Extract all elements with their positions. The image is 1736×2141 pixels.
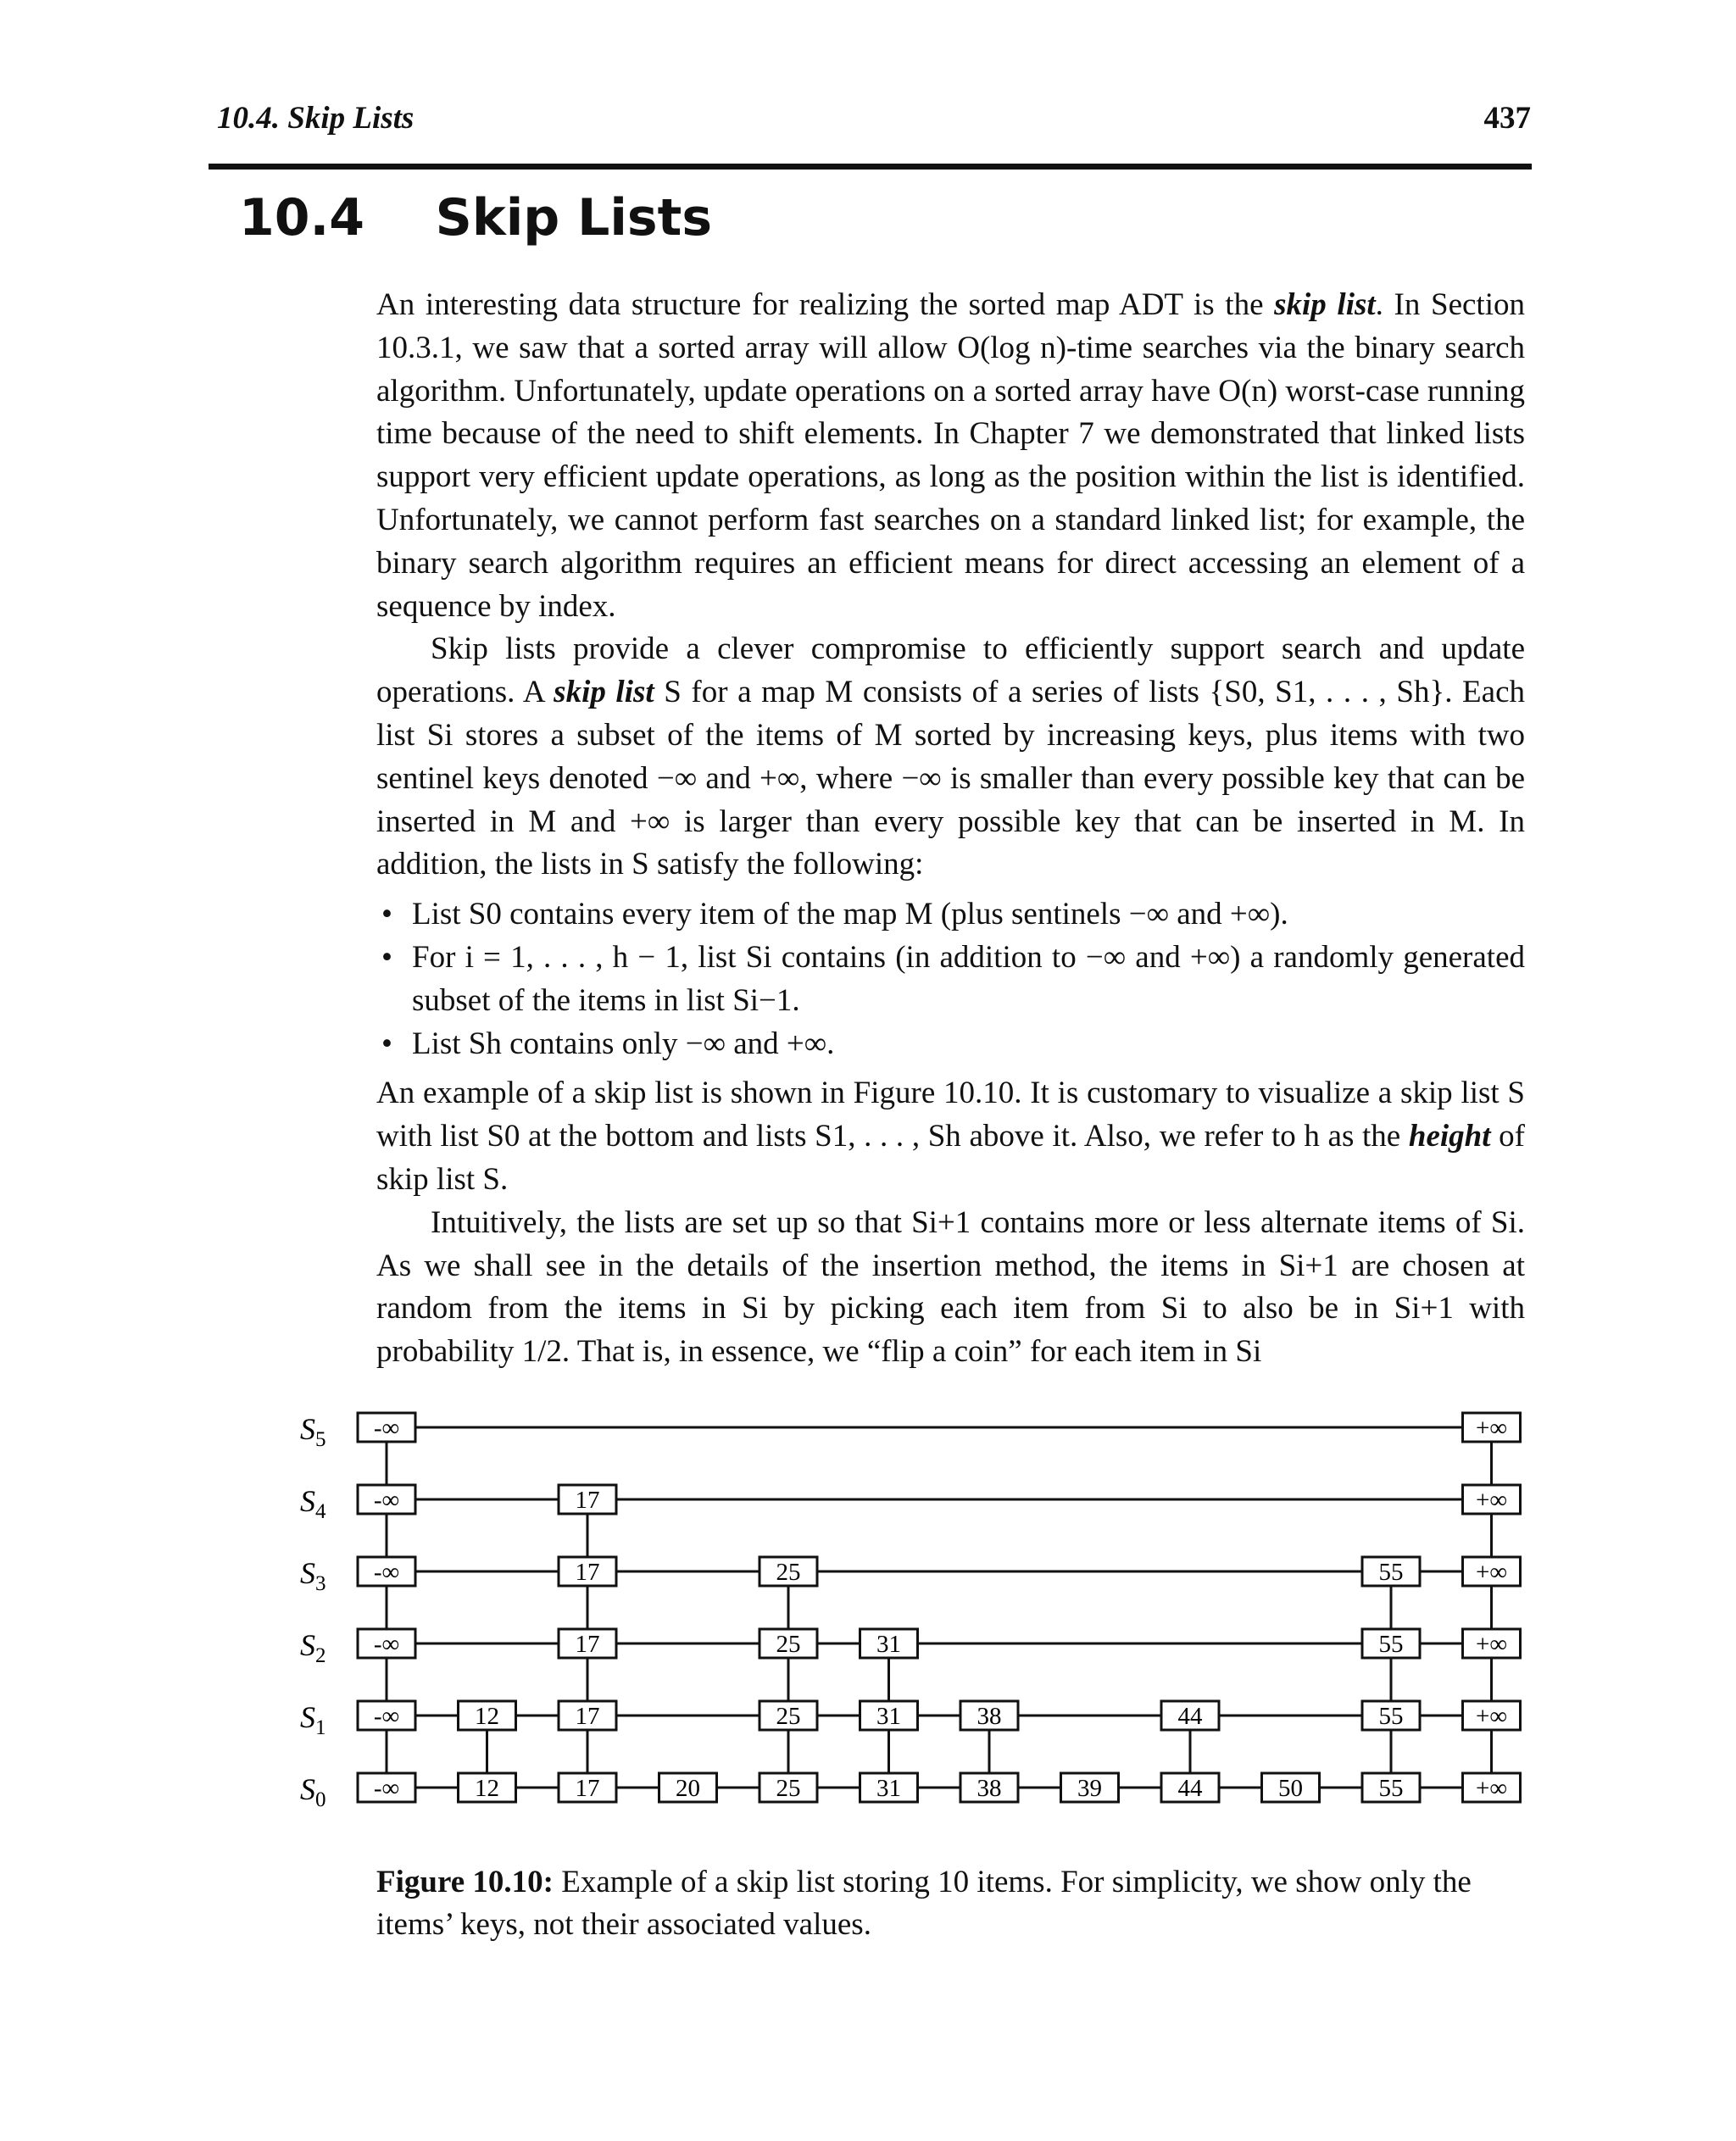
node-key: 55 bbox=[1378, 1703, 1404, 1730]
node-key: 17 bbox=[575, 1703, 600, 1730]
skip-node bbox=[559, 1701, 616, 1730]
section-number: 10.4 bbox=[239, 188, 365, 247]
bullet-icon: • bbox=[381, 1026, 392, 1061]
term-skip-list: skip list bbox=[1274, 287, 1376, 322]
skip-node bbox=[1463, 1701, 1521, 1730]
skip-node bbox=[1362, 1629, 1420, 1658]
skip-node bbox=[1061, 1773, 1119, 1802]
figure-caption bbox=[376, 1861, 1525, 1946]
paragraph-3-text-a: An example of a skip list is shown in Figure 10.10. It is customary to visualize a skip list S with list S0 at the bottom and lists S1, . . . , Sh above it. Also, we refer to h as the bbox=[376, 1076, 1525, 1154]
node-key: 17 bbox=[575, 1775, 600, 1802]
skip-node bbox=[358, 1413, 415, 1442]
list-item-text: For i = 1, . . . , h − 1, list Si contains (in addition to −∞ and +∞) a randomly generated subset of the items in list Si−1. bbox=[412, 939, 1525, 1018]
skip-node bbox=[459, 1773, 516, 1802]
running-head bbox=[217, 100, 1531, 142]
term-skip-list-2: skip list bbox=[554, 675, 654, 710]
node-key: 25 bbox=[776, 1775, 801, 1802]
skip-node bbox=[960, 1701, 1018, 1730]
paragraph-2 bbox=[376, 628, 1525, 887]
node-key: 17 bbox=[575, 1631, 600, 1658]
running-head-title: 10.4. Skip Lists bbox=[217, 101, 415, 136]
node-key: 25 bbox=[776, 1703, 801, 1730]
node-key: 55 bbox=[1378, 1775, 1404, 1802]
skip-node bbox=[1463, 1773, 1521, 1802]
skip-node bbox=[1362, 1773, 1420, 1802]
node-key: -∞ bbox=[373, 1703, 400, 1730]
node-key: 31 bbox=[876, 1775, 901, 1802]
page-number: 437 bbox=[1483, 101, 1531, 136]
paragraph-1-text-a: An interesting data structure for realizing the sorted map ADT is the bbox=[376, 287, 1275, 322]
section-title: Skip Lists bbox=[435, 188, 713, 247]
skip-node bbox=[358, 1773, 415, 1802]
skip-node bbox=[760, 1629, 817, 1658]
level-label: $S_1$ bbox=[300, 1700, 326, 1739]
section-heading bbox=[239, 188, 712, 247]
list-item-text: List S0 contains every item of the map M (plus sentinels −∞ and +∞). bbox=[412, 897, 1288, 932]
node-key: 50 bbox=[1278, 1775, 1303, 1802]
node-key: -∞ bbox=[373, 1487, 400, 1514]
node-key: 55 bbox=[1378, 1631, 1404, 1658]
skip-node bbox=[960, 1773, 1018, 1802]
node-key: 38 bbox=[976, 1775, 1002, 1802]
skip-node bbox=[459, 1701, 516, 1730]
skip-node bbox=[860, 1773, 918, 1802]
level-label: $S_3$ bbox=[300, 1556, 326, 1595]
node-key: -∞ bbox=[373, 1775, 400, 1802]
skip-node bbox=[559, 1773, 616, 1802]
skip-node bbox=[1362, 1701, 1420, 1730]
skip-list-figure bbox=[288, 1397, 1543, 1821]
paragraph-2-text-a: Skip lists provide a clever compromise to efficiently support search and update operations. A bbox=[376, 631, 1525, 710]
skip-node bbox=[559, 1557, 616, 1586]
level-label: $S_2$ bbox=[300, 1628, 326, 1667]
skip-node bbox=[659, 1773, 717, 1802]
list-item bbox=[381, 937, 1525, 1023]
node-key: -∞ bbox=[373, 1631, 400, 1658]
list-item-text: List Sh contains only −∞ and +∞. bbox=[412, 1026, 835, 1061]
list-item bbox=[381, 893, 1525, 937]
node-key: 20 bbox=[676, 1775, 700, 1802]
node-key: -∞ bbox=[373, 1559, 400, 1586]
node-key: -∞ bbox=[373, 1415, 400, 1442]
skip-node bbox=[760, 1557, 817, 1586]
skip-node bbox=[760, 1701, 817, 1730]
paragraph-3-text-c: of skip list S. bbox=[376, 1119, 1525, 1197]
property-list bbox=[376, 893, 1525, 1065]
skip-node bbox=[1161, 1701, 1219, 1730]
caption-label: Figure 10.10: bbox=[376, 1865, 554, 1899]
level-label: $S_4$ bbox=[300, 1484, 326, 1523]
skip-node bbox=[559, 1629, 616, 1658]
skip-node bbox=[1161, 1773, 1219, 1802]
paragraph-1-text-c: . In Section 10.3.1, we saw that a sorted array will allow O(log n)-time searches via the binary search algorithm. Unfortunately, update operations on a sorted array have O(n) worst-case running time because of the need to shift elements. In Chapter 7 we demonstrated that linked lists support very efficient update operations, as long as the position within the list is identified. Unfortunately, we cannot perform fast searches on a standard linked list; for example, the binary search algorithm requires an efficient means for direct accessing an element of a sequence by index. bbox=[376, 287, 1525, 624]
level-label: $S_5$ bbox=[300, 1412, 326, 1451]
node-key: 25 bbox=[776, 1631, 801, 1658]
node-key: +∞ bbox=[1475, 1415, 1508, 1442]
skip-list-diagram bbox=[288, 1397, 1543, 1821]
skip-node bbox=[1262, 1773, 1320, 1802]
node-key: 55 bbox=[1378, 1559, 1404, 1586]
bullet-icon: • bbox=[381, 897, 392, 932]
node-key: +∞ bbox=[1475, 1703, 1508, 1730]
node-key: 25 bbox=[776, 1559, 801, 1586]
skip-node bbox=[760, 1773, 817, 1802]
skip-node bbox=[1463, 1557, 1521, 1586]
caption-text: Example of a skip list storing 10 items. For simplicity, we show only the items’ keys, not their associated values. bbox=[376, 1865, 1472, 1942]
skip-node bbox=[358, 1557, 415, 1586]
node-key: 12 bbox=[475, 1703, 499, 1730]
skip-node bbox=[358, 1629, 415, 1658]
node-key: +∞ bbox=[1475, 1559, 1508, 1586]
node-key: +∞ bbox=[1475, 1775, 1508, 1802]
node-key: 38 bbox=[976, 1703, 1002, 1730]
skip-node bbox=[1463, 1629, 1521, 1658]
node-key: 12 bbox=[475, 1775, 499, 1802]
skip-node bbox=[559, 1485, 616, 1514]
skip-node bbox=[860, 1629, 918, 1658]
level-label: $S_0$ bbox=[300, 1772, 326, 1811]
list-item bbox=[381, 1023, 1525, 1066]
skip-node bbox=[1463, 1485, 1521, 1514]
node-key: 17 bbox=[575, 1559, 600, 1586]
node-key: 17 bbox=[575, 1487, 600, 1514]
node-key: 31 bbox=[876, 1703, 901, 1730]
paragraph-3 bbox=[376, 1072, 1525, 1201]
body-text bbox=[376, 284, 1525, 1374]
paragraph-2-text-c: S for a map M consists of a series of lists {S0, S1, . . . , Sh}. Each list Si stores a subset of the items of M sorted by increasing keys, plus items with two sentinel keys denoted −∞ and +∞, where −∞ is smaller than every possible key that can be inserted in M and +∞ is larger than every possible key that can be inserted in M. In addition, the lists in S satisfy the following: bbox=[376, 675, 1525, 882]
header-rule bbox=[209, 164, 1532, 170]
bullet-icon: • bbox=[381, 939, 392, 975]
node-key: 44 bbox=[1177, 1775, 1203, 1802]
term-height: height bbox=[1408, 1119, 1491, 1154]
node-key: +∞ bbox=[1475, 1487, 1508, 1514]
node-key: +∞ bbox=[1475, 1631, 1508, 1658]
node-key: 31 bbox=[876, 1631, 901, 1658]
skip-node bbox=[1463, 1413, 1521, 1442]
skip-node bbox=[1362, 1557, 1420, 1586]
skip-node bbox=[860, 1701, 918, 1730]
node-key: 39 bbox=[1077, 1775, 1102, 1802]
paragraph-1 bbox=[376, 284, 1525, 628]
node-key: 44 bbox=[1177, 1703, 1203, 1730]
skip-node bbox=[358, 1485, 415, 1514]
paragraph-4: Intuitively, the lists are set up so that Si+1 contains more or less alternate items of Si. As we shall see in the details of the insertion method, the items in Si+1 are chosen at random from the items in Si by picking each item from Si to also be in Si+1 with probability 1/2. That is, in essence, we “flip a coin” for each item in Si bbox=[376, 1204, 1525, 1370]
skip-node bbox=[358, 1701, 415, 1730]
